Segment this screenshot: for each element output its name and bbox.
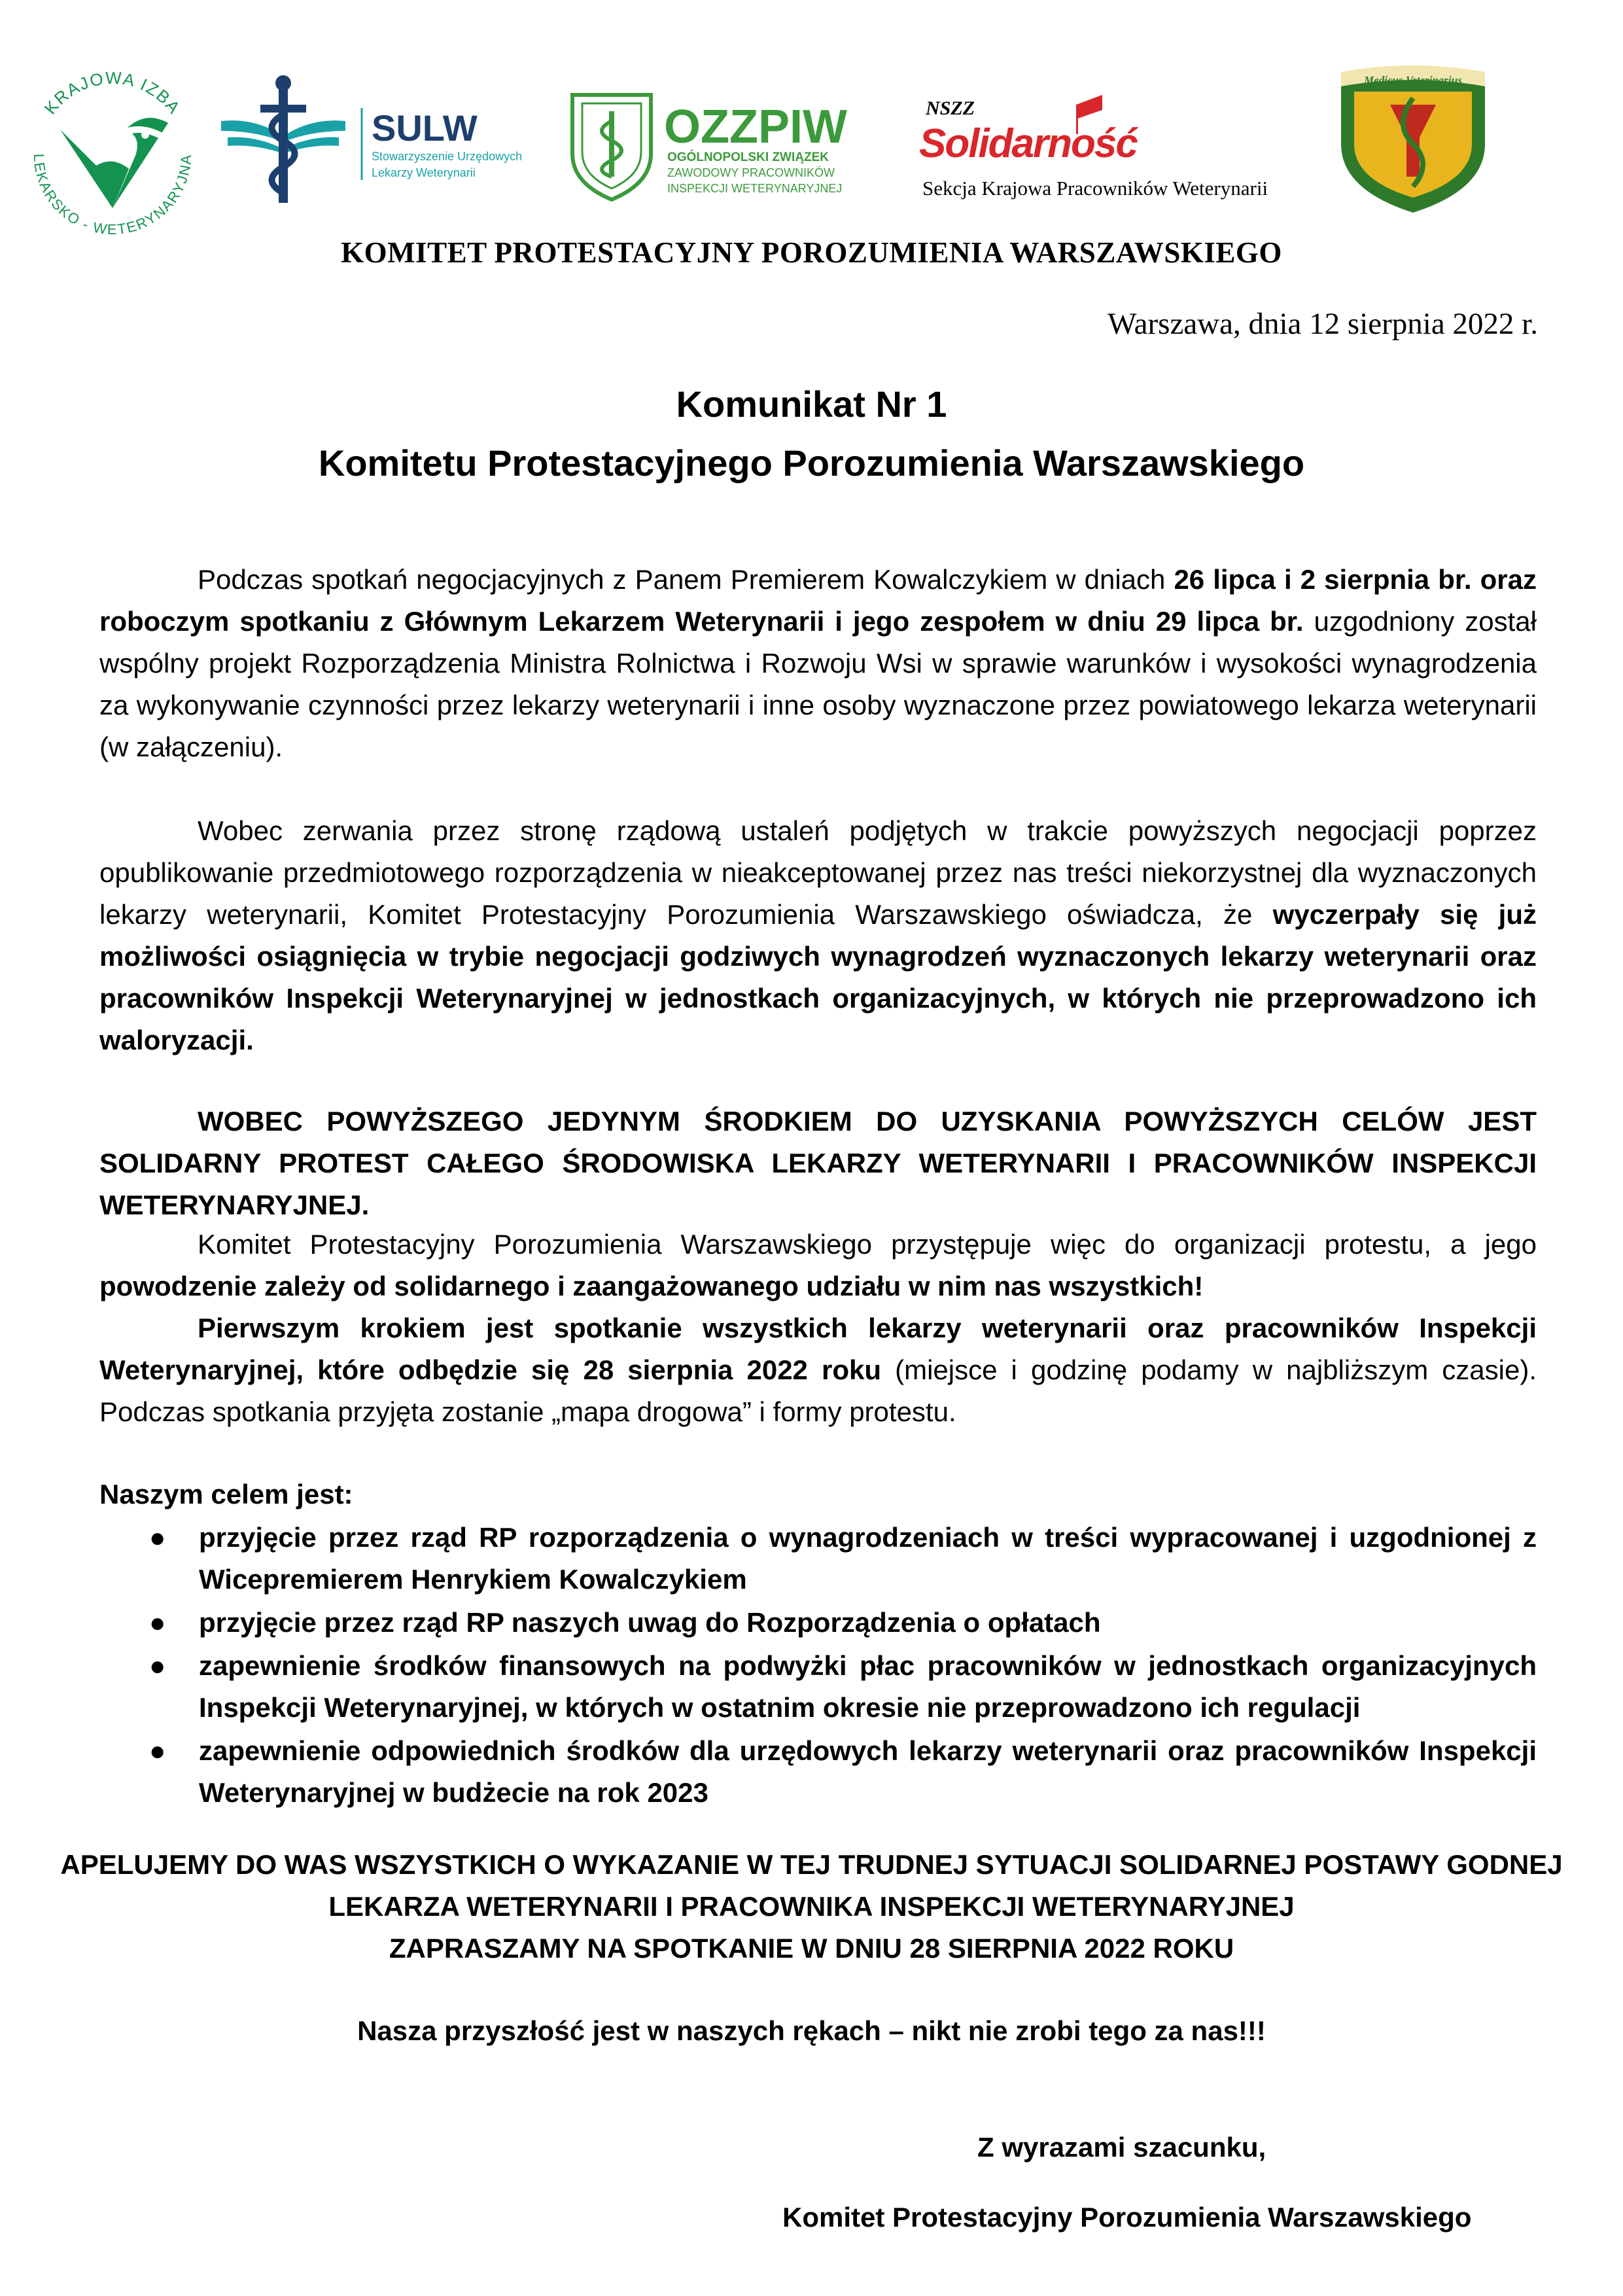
solidarnosc-name: Solidarność [919, 121, 1137, 166]
ozzpiw-line2: ZAWODOWY PRACOWNIKÓW [667, 166, 835, 179]
goals-heading: Naszym celem jest: [99, 1479, 353, 1510]
solidarnosc-caption: Sekcja Krajowa Pracowników Weterynarii [922, 177, 1268, 200]
list-item [99, 1730, 1537, 1814]
paragraph-4-text-a: Komitet Protestacyjny Porozumienia Warszawskiego przystępuje więc do organizacji protestu, a jego [198, 1229, 1537, 1260]
paragraph-1-text-c: uzgodniony został wspólny projekt Rozporządzenia Ministra Rolnictwa i Rozwoju Wsi w sprawie warunków i wysokości wynagrodzenia za wykonywanie czynności przez lekarzy weterynarii i inne osoby wyznaczone przez powiatowego lekarza weterynarii (w załączeniu). [99, 606, 1537, 762]
caduceus-icon [221, 75, 345, 203]
list-item [99, 1645, 1537, 1729]
paragraph-2-bold: wyczerpały się już możliwości osiągnięcia w trybie negocjacji godziwych wynagrodzeń wyznaczonych lekarzy weterynarii oraz pracowników Inspekcji Weterynaryjnej w jednostkach organizacyjnych, w których nie przeprowadzono ich waloryzacji. [99, 899, 1537, 1055]
sulw-line2: Lekarzy Weterynarii [372, 166, 476, 179]
kilw-logo [14, 58, 211, 254]
ozzpiw-logo [569, 92, 896, 203]
ozzpiw-shield-icon [572, 95, 651, 200]
goal-text: przyjęcie przez rząd RP naszych uwag do Rozporządzenia o opłatach [199, 1607, 1101, 1638]
medicus-text: Medicus Veterinarius [1364, 74, 1462, 86]
medicus-veterinarius-logo [1328, 59, 1498, 216]
paragraph-5 [99, 1307, 1537, 1433]
paragraph-1 [99, 559, 1537, 768]
appeal-line-3: ZAPRASZAMY NA SPOTKANIE W DNIU 28 SIERPNIA 2022 ROKU [389, 1933, 1234, 1964]
bullet-icon: ● [149, 1607, 166, 1638]
paragraph-3-protest: WOBEC POWYŻSZEGO JEDYNYM ŚRODKIEM DO UZYSKANIA POWYŻSZYCH CELÓW JEST SOLIDARNY PROTEST CAŁEGO ŚRODOWISKA LEKARZY WETERYNARII I PRACOWNIKÓW INSPEKCJI WETERYNARYJNEJ. [99, 1106, 1537, 1220]
paragraph-1-text-a: Podczas spotkań negocjacyjnych z Panem Premierem Kowalczykiem w dniach [198, 564, 1174, 595]
sulw-name: SULW [372, 107, 478, 149]
bullet-icon: ● [149, 1735, 166, 1766]
closing: Z wyrazami szacunku, [977, 2132, 1266, 2163]
page-subtitle: Komitetu Protestacyjnego Porozumienia Warszawskiego [318, 442, 1305, 484]
goal-text: przyjęcie przez rząd RP rozporządzenia o wynagrodzeniach w treści wypracowanej i uzgodnionej z Wicepremierem Henrykiem Kowalczykiem [199, 1522, 1537, 1595]
paragraph-4 [99, 1224, 1537, 1307]
kilw-emblem-icon [60, 118, 168, 208]
motto: Nasza przyszłość jest w naszych rękach – nikt nie zrobi tego za nas!!! [357, 2015, 1266, 2046]
paragraph-5-text-b: (miejsce i godzinę podamy w najbliższym czasie). Podczas spotkania przyjęta zostanie „mapa drogowa” i formy protestu. [99, 1354, 1537, 1427]
committee-header: KOMITET PROTESTACYJNY POROZUMIENIA WARSZAWSKIEGO [341, 236, 1282, 269]
paragraph-2 [99, 810, 1537, 1061]
paragraph-1-bold: 26 lipca i 2 sierpnia br. oraz roboczym spotkaniu z Głównym Lekarzem Weterynarii i jego zespołem w dniu 29 lipca br. [99, 564, 1537, 637]
appeal-line-2: LEKARZA WETERYNARII I PRACOWNIKA INSPEKCJI WETERYNARYJNEJ [328, 1891, 1295, 1922]
page-title: Komunikat Nr 1 [676, 383, 947, 425]
kilw-bottom-text: LEKARSKO - WETERYNARYJNA [30, 153, 195, 238]
paragraph-4-bold: powodzenie zależy od solidarnego i zaangażowanego udziału w nim nas wszystkich! [99, 1271, 1204, 1301]
sulw-logo [221, 75, 548, 206]
signature: Komitet Protestacyjny Porozumienia Warszawskiego [782, 2202, 1472, 2233]
goals-list [99, 1517, 1537, 1815]
ozzpiw-name: OZZPIW [664, 101, 847, 153]
bullet-icon: ● [149, 1522, 166, 1553]
nszz-text: NSZZ [926, 97, 975, 119]
list-item [99, 1517, 1537, 1600]
solidarnosc-logo [913, 92, 1331, 206]
appeal-line-1: APELUJEMY DO WAS WSZYSTKICH O WYKAZANIE W TEJ TRUDNEJ SYTUACJI SOLIDARNEJ POSTAWY GODNEJ [60, 1849, 1563, 1880]
kilw-top-text: KRAJOWA IZBA [40, 67, 185, 118]
goal-text: zapewnienie środków finansowych na podwyżki płac pracowników w jednostkach organizacyjnych Inspekcji Weterynaryjnej, w których w ostatnim okresie nie przeprowadzono ich regulacji [199, 1650, 1537, 1723]
ozzpiw-line1: OGÓLNOPOLSKI ZWIĄZEK [667, 150, 829, 164]
date-line: Warszawa, dnia 12 sierpnia 2022 r. [1108, 307, 1538, 341]
goal-text: zapewnienie odpowiednich środków dla urzędowych lekarzy weterynarii oraz pracowników Inspekcji Weterynaryjnej w budżecie na rok 2023 [199, 1735, 1537, 1808]
paragraph-2-text-a: Wobec zerwania przez stronę rządową ustaleń podjętych w trakcie powyższych negocjacji poprzez opublikowanie przedmiotowego rozporządzenia w nieakceptowanej przez nas treści niekorzystnej dla wyznaczonych lekarzy weterynarii, Komitet Protestacyjny Porozumienia Warszawskiego oświadcza, że [99, 815, 1537, 930]
bullet-icon: ● [149, 1650, 166, 1681]
list-item [99, 1602, 1537, 1644]
ozzpiw-line3: INSPEKCJI WETERYNARYJNEJ [667, 182, 843, 195]
sulw-line1: Stowarzyszenie Urzędowych [372, 150, 523, 163]
paragraph-5-bold: Pierwszym krokiem jest spotkanie wszystkich lekarzy weterynarii oraz pracowników Inspekcji Weterynaryjnej, które odbędzie się 28 sierpnia 2022 roku [99, 1313, 1537, 1385]
